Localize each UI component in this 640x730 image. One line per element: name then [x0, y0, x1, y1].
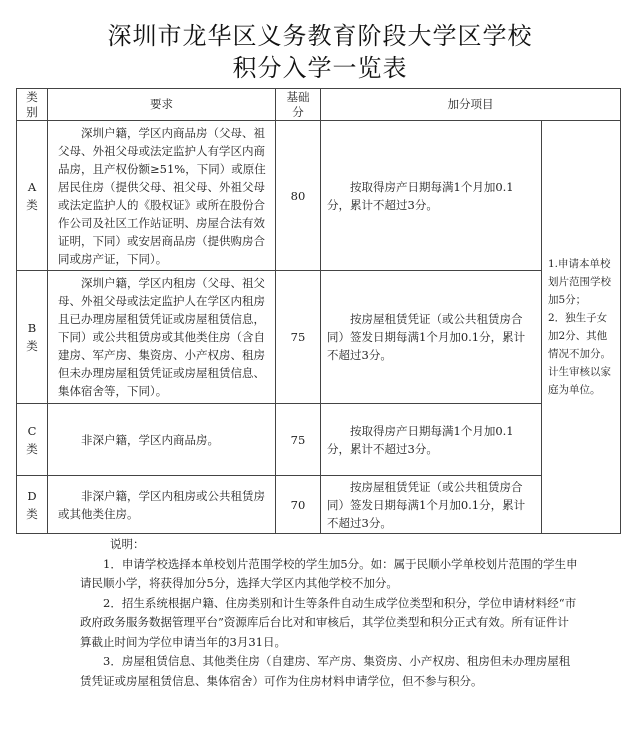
- page-title-line2: 积分入学一览表: [232, 54, 408, 82]
- bonus-item-cell: 按房屋租赁凭证（或公共租赁房合同）签发日期每满1个月加0.1分，累计不超过3分。: [321, 271, 542, 404]
- table-row-a: [17, 121, 621, 271]
- page-title-line1: 深圳市龙华区义务教育阶段大学区学校: [107, 22, 533, 50]
- table-row-c: [17, 404, 621, 476]
- type-cell: B 类: [17, 271, 48, 404]
- type-cell: C 类: [17, 404, 48, 476]
- requirement-cell: 深圳户籍，学区内商品房（父母、祖父母、外祖父母或法定监护人有学区内商品房，且产权份额≥51%，下同）或原住居民住房（提供父母、祖父母、外祖父母或法定监护人的《股权证》或所在股份合作公司及社区工作站证明、房屋合法有效证明，下同）或安居商品房（提供购房合同或房产证，下同）。: [48, 121, 276, 271]
- base-score-cell: 75: [276, 271, 321, 404]
- note-item-1: 1．申请学校选择本单校划片范围学校的学生加5分。如：属于民顺小学单校划片范围的学生申请民顺小学，将获得加分5分，选择大学区内其他学校不加分。: [80, 556, 578, 590]
- bonus-item-cell: 按取得房产日期每满1个月加0.1分，累计不超过3分。: [321, 404, 542, 476]
- header-type: 类 别: [17, 89, 48, 121]
- type-cell: D 类: [17, 476, 48, 534]
- extra-bonus-cell: 1.申请本单校划片范围学校加5分； 2．独生子女加2分、其他情况不加分。计生审核以家庭为单位。: [542, 121, 621, 534]
- notes-label: 说明：: [110, 537, 145, 551]
- base-score-cell: 75: [276, 404, 321, 476]
- requirement-cell: 非深户籍，学区内租房或公共租赁房或其他类住房。: [48, 476, 276, 534]
- header-bonus: 加分项目: [321, 89, 621, 121]
- requirement-cell: 非深户籍，学区内商品房。: [48, 404, 276, 476]
- base-score-cell: 80: [276, 121, 321, 271]
- bonus-item-cell: 按房屋租赁凭证（或公共租赁房合同）签发日期每满1个月加0.1分，累计不超过3分。: [321, 476, 542, 534]
- bonus-item-cell: 按取得房产日期每满1个月加0.1分，累计不超过3分。: [321, 121, 542, 271]
- notes-section: [80, 535, 580, 691]
- base-score-cell: 70: [276, 476, 321, 534]
- header-requirement: 要求: [48, 89, 276, 121]
- header-base-score: 基础 分: [276, 89, 321, 121]
- table-header-row: [17, 89, 621, 121]
- admission-points-table: [16, 88, 621, 534]
- type-cell: A 类: [17, 121, 48, 271]
- note-item-3: 3．房屋租赁信息、其他类住房（自建房、军产房、集资房、小产权房、租房但未办理房屋租赁凭证或房屋租赁信息、集体宿舍）可作为住房材料申请学位，但不参与积分。: [80, 654, 571, 688]
- requirement-cell: 深圳户籍，学区内租房（父母、祖父母、外祖父母或法定监护人在学区内租房且已办理房屋租赁凭证或房屋租赁信息，下同）或公共租赁房或其他类住房（含自建房、军产房、集资房、小产权房、租房但未办理房屋租赁凭证或房屋租赁信息、集体宿舍等，下同）。: [48, 271, 276, 404]
- table-row-d: [17, 476, 621, 534]
- table-row-b: [17, 271, 621, 404]
- note-item-2: 2．招生系统根据户籍、住房类别和计生等条件自动生成学位类型和积分，学位申请材料经“市政府政务服务数据管理平台”资源库后台比对和审核后，其学位类型和积分正式有效。所有证件计算截止时间为学位申请当年的3月31日。: [80, 595, 577, 649]
